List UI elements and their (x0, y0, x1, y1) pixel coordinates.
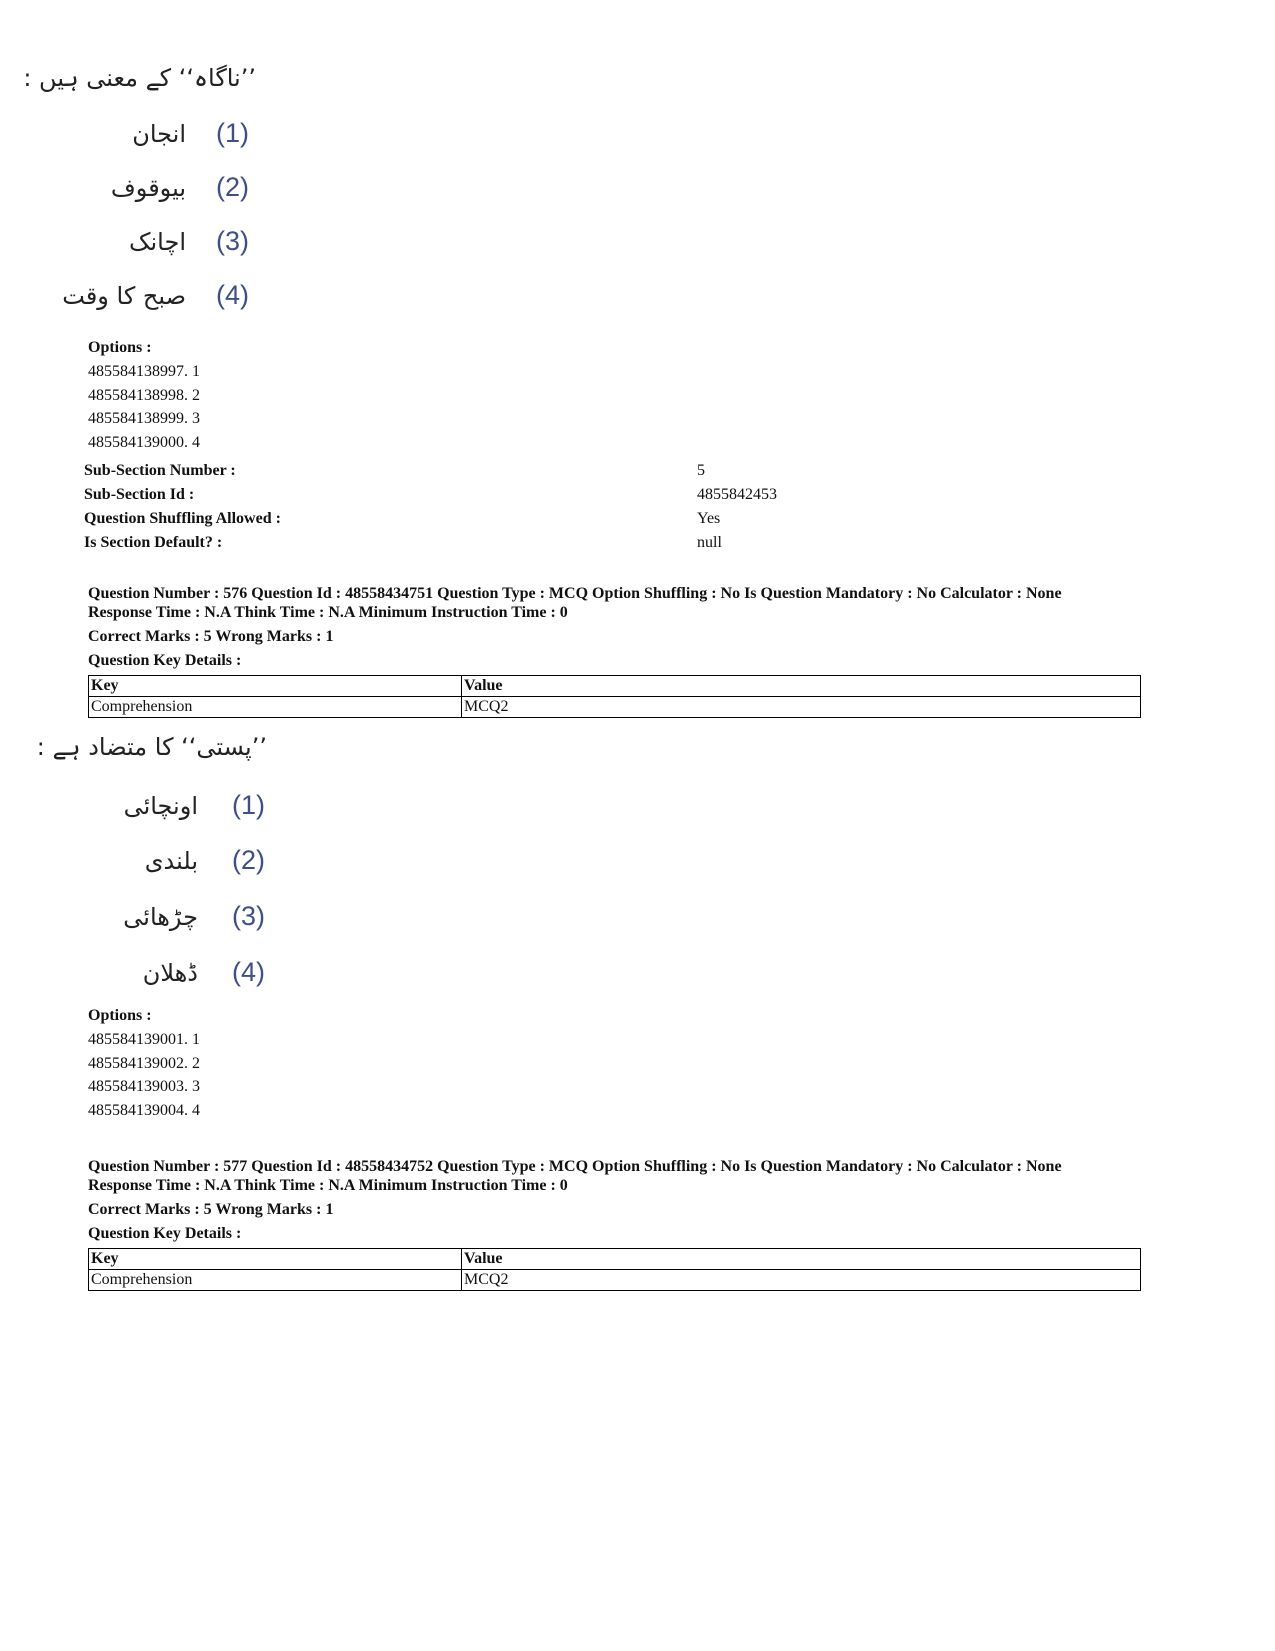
choice-number: (4) (216, 280, 249, 310)
subsection-number-value: 5 (697, 462, 705, 479)
choice-number: (1) (216, 118, 249, 148)
section-default-value: null (697, 534, 722, 551)
choice-text: اونچائی (123, 791, 198, 820)
table-header-row (89, 676, 1141, 697)
choice-row (132, 118, 260, 149)
table-cell-value: MCQ2 (462, 1270, 1141, 1291)
table-cell-value: MCQ2 (462, 697, 1141, 718)
key-details-label: Question Key Details : (88, 652, 242, 669)
subsection-id-value: 4855842453 (697, 486, 777, 503)
question-timing: Response Time : N.A Think Time : N.A Minimum Instruction Time : 0 (88, 1177, 568, 1194)
shuffling-label: Question Shuffling Allowed : (84, 510, 281, 527)
choice-text: چڑھائی (123, 902, 198, 931)
table-header-key: Key (89, 676, 462, 697)
table-header-value: Value (462, 676, 1141, 697)
subsection-id-label: Sub-Section Id : (84, 486, 195, 503)
question-header: Question Number : 576 Question Id : 48558434751 Question Type : MCQ Option Shuffling : No Is Question Mandatory : No Calculator : None (88, 585, 1062, 602)
table-header-key: Key (89, 1249, 462, 1270)
question-stem: ’’پستی‘‘ کا متضاد ہے : (36, 733, 267, 761)
question-marks: Correct Marks : 5 Wrong Marks : 1 (88, 1201, 334, 1218)
table-row (89, 697, 1141, 718)
choice-row (62, 280, 260, 311)
choice-row (136, 957, 276, 988)
choice-number: (3) (232, 901, 265, 931)
option-id: 485584139002. 2 (88, 1055, 200, 1072)
choice-row (123, 790, 276, 821)
key-details-table (88, 1248, 1141, 1291)
options-label: Options : (88, 1007, 152, 1024)
choice-number: (4) (232, 957, 265, 987)
question-marks: Correct Marks : 5 Wrong Marks : 1 (88, 628, 334, 645)
key-details-table (88, 675, 1141, 718)
choice-number: (2) (216, 172, 249, 202)
choice-row (110, 172, 260, 203)
choice-number: (3) (216, 226, 249, 256)
question-stem: ’’ناگاہ‘‘ کے معنی ہیں : (23, 64, 256, 92)
option-id: 485584139003. 3 (88, 1078, 200, 1095)
option-id: 485584138998. 2 (88, 387, 200, 404)
choice-number: (1) (232, 790, 265, 820)
choice-row (146, 845, 276, 876)
section-default-label: Is Section Default? : (84, 534, 223, 551)
option-id: 485584139000. 4 (88, 434, 200, 451)
table-cell-key: Comprehension (89, 697, 462, 718)
subsection-number-label: Sub-Section Number : (84, 462, 236, 479)
option-id: 485584139001. 1 (88, 1031, 200, 1048)
choice-text: ڈھلان (142, 958, 198, 987)
choice-row (123, 901, 276, 932)
question-timing: Response Time : N.A Think Time : N.A Minimum Instruction Time : 0 (88, 604, 568, 621)
table-row (89, 1270, 1141, 1291)
table-header-row (89, 1249, 1141, 1270)
question-header: Question Number : 577 Question Id : 48558434752 Question Type : MCQ Option Shuffling : No Is Question Mandatory : No Calculator : None (88, 1158, 1062, 1175)
choice-text: بلندی (144, 846, 198, 875)
choice-text: بیوقوف (110, 173, 186, 202)
key-details-label: Question Key Details : (88, 1225, 242, 1242)
option-id: 485584138999. 3 (88, 410, 200, 427)
option-id: 485584139004. 4 (88, 1102, 200, 1119)
option-id: 485584138997. 1 (88, 363, 200, 380)
table-cell-key: Comprehension (89, 1270, 462, 1291)
choice-row (126, 226, 260, 257)
shuffling-value: Yes (697, 510, 721, 527)
options-label: Options : (88, 339, 152, 356)
table-header-value: Value (462, 1249, 1141, 1270)
choice-number: (2) (232, 845, 265, 875)
choice-text: اچانک (129, 227, 186, 256)
choice-text: صبح کا وقت (62, 281, 186, 310)
choice-text: انجان (132, 119, 186, 148)
